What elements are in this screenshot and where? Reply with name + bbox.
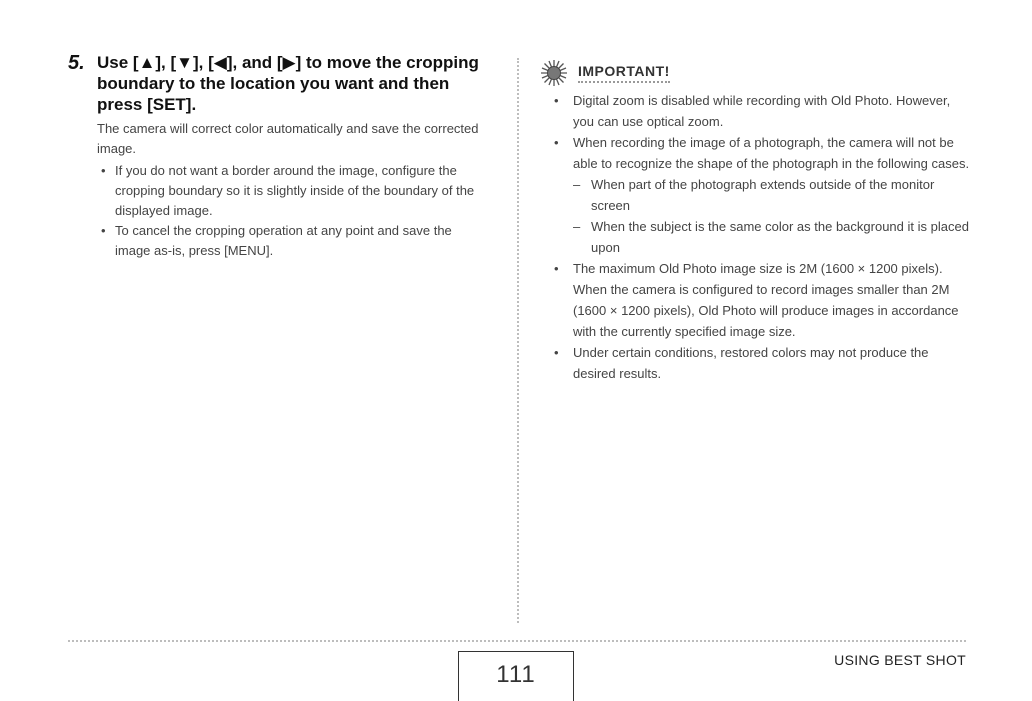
right-column [540,60,970,384]
sun-burst-icon [540,59,568,87]
left-column [68,52,488,261]
list-item [540,132,970,258]
important-header [540,60,970,86]
sub-list [573,174,970,258]
list-item [540,342,970,384]
important-list [540,90,970,384]
step-description: The camera will correct color automatically and save the corrected image. [97,121,479,156]
list-item [540,90,970,132]
section-label: USING BEST SHOT [834,652,966,668]
step-number: 5. [68,52,85,74]
list-item-text: The maximum Old Photo image size is 2M (1600 × 1200 pixels). When the camera is configured to record images smaller than 2M (1600 × 1200 pixels), Old Photo will produce images in accordance with the currently specified image size. [573,261,959,339]
list-item-text: When recording the image of a photograph, the camera will not be able to recognize the shape of the photograph in the following cases. [573,135,970,171]
list-item-text: Digital zoom is disabled while recording with Old Photo. However, you can use optical zoom. [573,93,951,129]
column-divider [517,58,519,623]
page-number: 111 [458,651,574,701]
sub-list-item: – When part of the photograph extends outside of the monitor screen [573,174,970,216]
list-item: • If you do not want a border around the image, configure the cropping boundary so it is slightly inside of the boundary of the displayed image. [97,161,488,221]
important-title: IMPORTANT! [578,63,670,83]
list-item: • To cancel the cropping operation at any point and save the image as-is, press [MENU]. [97,221,488,261]
step-bullet-list [97,161,488,261]
step-block [68,52,488,115]
list-item-text: Under certain conditions, restored colors may not produce the desired results. [573,345,929,381]
footer-divider [68,640,966,642]
step-title: Use [▲], [▼], [◀], and [▶] to move the cropping boundary to the location you want and then press [SET]. [97,53,479,114]
list-item [540,258,970,342]
sub-list-item: – When the subject is the same color as the background it is placed upon [573,216,970,258]
